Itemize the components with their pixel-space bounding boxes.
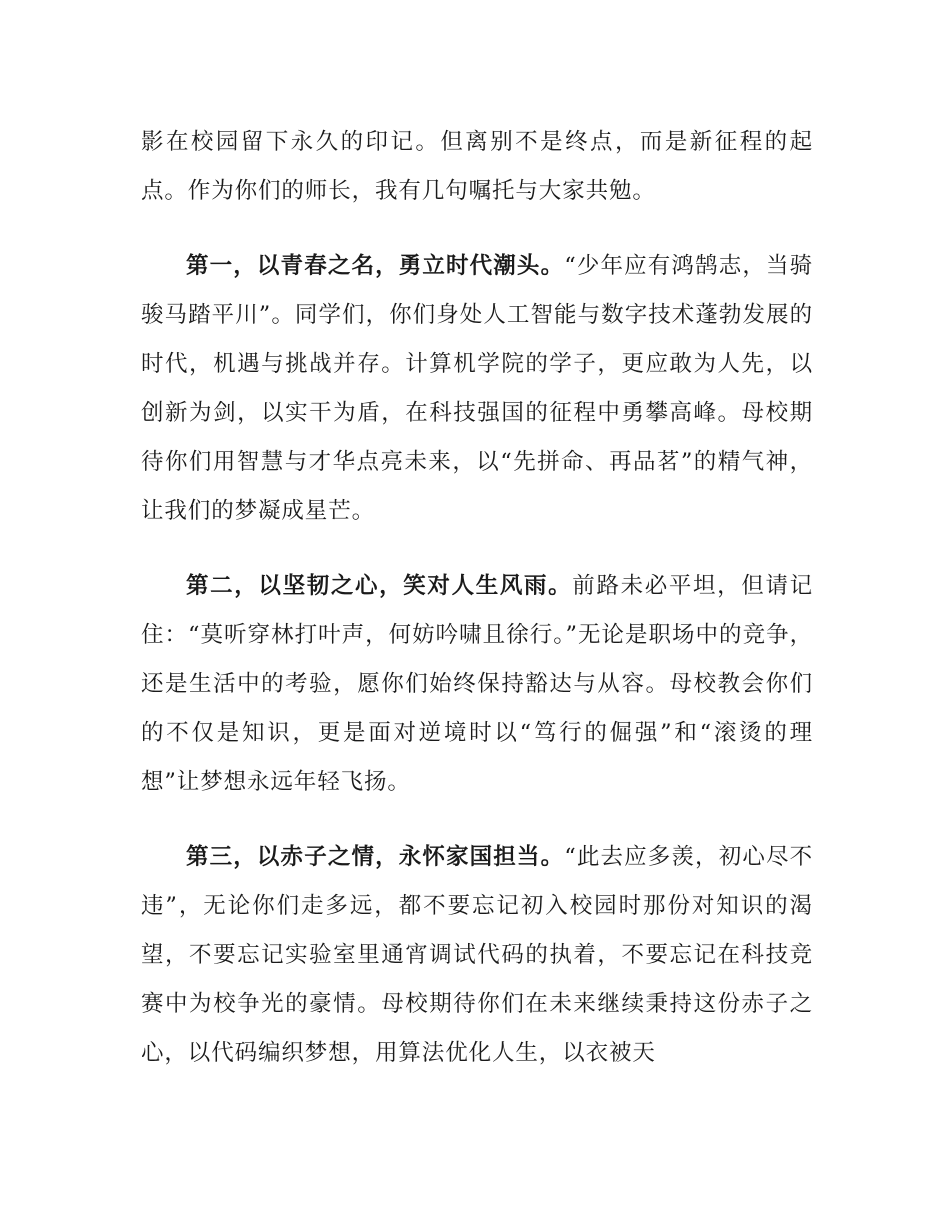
paragraph-third-point xyxy=(141,833,813,1078)
paragraph-heading: 第三，以赤子之情，永怀家国担当。 xyxy=(186,844,565,870)
paragraph-continuation xyxy=(141,118,813,216)
paragraph-text: 影在校园留下永久的印记。但离别不是终点，而是新征程的起点。作为你们的师长，我有几句嘱托与大家共勉。 xyxy=(141,129,813,204)
paragraph-text: “少年应有鸿鹄志，当骑骏马踏平川”。同学们，你们身处人工智能与数字技术蓬勃发展的时代，机遇与挑战并存。计算机学院的学子，更应敢为人先，以创新为剑，以实干为盾，在科技强国的征程中勇攀高峰。母校期待你们用智慧与才华点亮未来，以“先拼命、再品茗”的精气神，让我们的梦凝成星芒。 xyxy=(141,253,814,524)
paragraph-second-point xyxy=(141,562,813,807)
paragraph-first-point xyxy=(141,242,813,536)
document-body xyxy=(141,118,813,1104)
paragraph-heading: 第二，以坚韧之心，笑对人生风雨。 xyxy=(186,573,573,599)
paragraph-heading: 第一，以青春之名，勇立时代潮头。 xyxy=(186,253,565,279)
paragraph-text: 前路未必平坦，但请记住：“莫听穿林打叶声，何妨吟啸且徐行。”无论是职场中的竞争，还是生活中的考验，愿你们始终保持豁达与从容。母校教会你们的不仅是知识，更是面对逆境时以“笃行的倔强”和“滚烫的理想”让梦想永远年轻飞扬。 xyxy=(141,573,813,795)
paragraph-text: “此去应多羡，初心尽不违”，无论你们走多远，都不要忘记初入校园时那份对知识的渴望，不要忘记实验室里通宵调试代码的执着，不要忘记在科技竞赛中为校争光的豪情。母校期待你们在未来继续秉持这份赤子之心，以代码编织梦想，用算法优化人生，以衣被天 xyxy=(141,844,814,1066)
